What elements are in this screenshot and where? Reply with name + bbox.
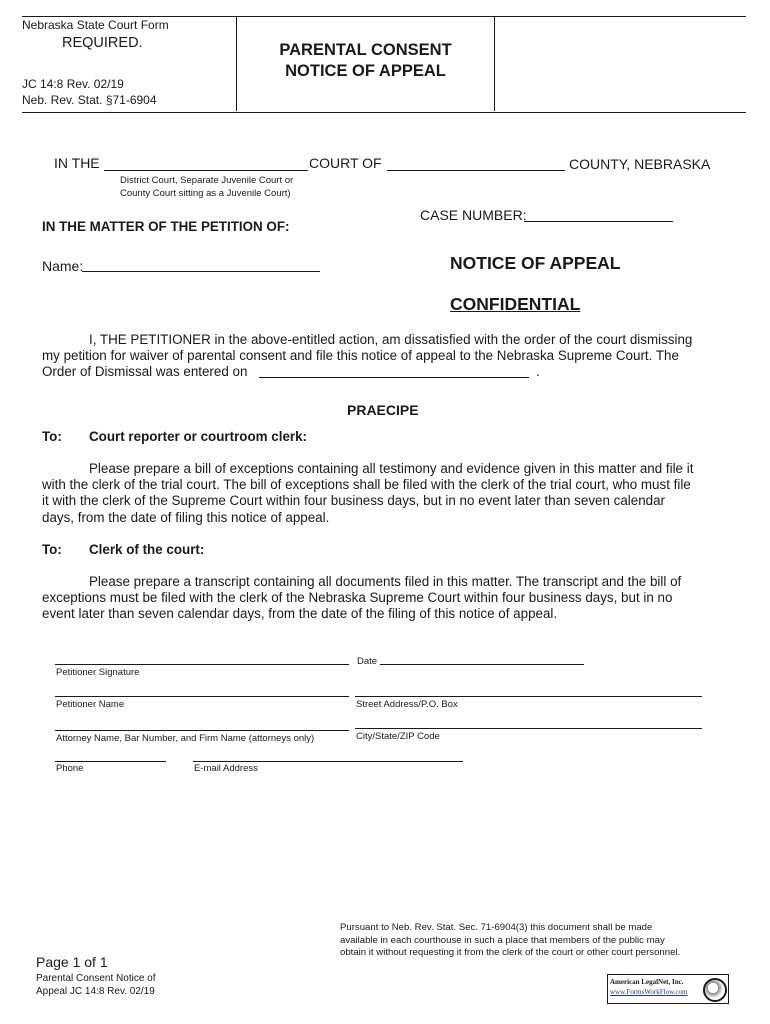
dismissal-date-field[interactable]	[259, 377, 529, 378]
court-type-field[interactable]	[104, 170, 308, 171]
to-court-reporter: Court reporter or courtroom clerk:	[89, 429, 308, 444]
county-field[interactable]	[387, 170, 565, 171]
statute-reference: Neb. Rev. Stat. §71-6904	[22, 93, 157, 107]
praecipe-p1-line4: days, from the date of filing this notice of appeal.	[42, 510, 330, 525]
date-label: Date	[357, 656, 378, 667]
confidential-heading: CONFIDENTIAL	[450, 294, 581, 314]
email-label: E-mail Address	[194, 763, 258, 774]
in-the-label: IN THE	[54, 155, 100, 171]
form-code: JC 14:8 Rev. 02/19	[22, 77, 124, 91]
intro-end: .	[536, 364, 540, 379]
case-number-field[interactable]	[524, 221, 673, 222]
page-number: Page 1 of 1	[36, 954, 108, 970]
petitioner-signature-label: Petitioner Signature	[56, 667, 140, 678]
street-address-label: Street Address/P.O. Box	[356, 699, 458, 710]
city-state-zip-field[interactable]	[355, 728, 702, 729]
court-type-note: District Court, Separate Juvenile Court or County Court sitting as a Juvenile Court)	[120, 175, 294, 199]
praecipe-p1-line2: with the clerk of the trial court. The bill of exceptions shall be filed with the clerk of the trial court, who must file	[42, 477, 691, 492]
intro-line3: Order of Dismissal was entered on	[42, 364, 248, 379]
form-title-line2: NOTICE OF APPEAL	[285, 62, 446, 80]
form-source: Nebraska State Court Form	[22, 18, 169, 32]
intro-line1: I, THE PETITIONER in the above-entitled action, am dissatisfied with the order of the court dismissing	[89, 332, 693, 347]
header-divider-right	[494, 16, 495, 111]
attorney-field[interactable]	[55, 730, 349, 731]
matter-label: IN THE MATTER OF THE PETITION OF:	[42, 219, 290, 234]
publisher-logo-icon	[703, 978, 727, 1002]
email-field[interactable]	[193, 761, 463, 762]
public-availability-note: Pursuant to Neb. Rev. Stat. Sec. 71-6904(3) this document shall be made available in each courthouse in such a place that members of the public may obtain it without requesting it from the clerk of the court or other court personnel.	[340, 922, 681, 958]
publisher-name: American LegalNet, Inc.	[610, 978, 684, 986]
petitioner-name-label: Petitioner Name	[56, 699, 125, 710]
to-clerk: Clerk of the court:	[89, 542, 205, 557]
form-name-footer: Parental Consent Notice of Appeal JC 14:8 Rev. 02/19	[36, 973, 156, 997]
name-label: Name:	[42, 258, 84, 274]
praecipe-p2-line2: exceptions must be filed with the clerk of the Nebraska Supreme Court within four business days, but in no	[42, 590, 673, 605]
form-title	[237, 40, 494, 82]
to-label-1: To:	[42, 429, 62, 444]
praecipe-p1-line3: it with the clerk of the Supreme Court within four business days, but in no event later than seven calendar	[42, 493, 666, 508]
publisher-url[interactable]: www.FormsWorkFlow.com	[610, 988, 688, 996]
name-field[interactable]	[82, 271, 320, 272]
notice-heading: NOTICE OF APPEAL	[450, 253, 621, 273]
attorney-label: Attorney Name, Bar Number, and Firm Name (attorneys only)	[56, 733, 315, 744]
county-nebraska-label: COUNTY, NEBRASKA	[569, 156, 711, 172]
date-field[interactable]	[380, 664, 584, 665]
praecipe-p2-line3: event later than seven calendar days, from the date of the filing of this notice of appeal.	[42, 606, 558, 621]
praecipe-p1-line1: Please prepare a bill of exceptions containing all testimony and evidence given in this matter and file it	[89, 461, 694, 476]
court-of-label: COURT OF	[309, 155, 382, 171]
case-number-label: CASE NUMBER:	[420, 207, 527, 223]
to-label-2: To:	[42, 542, 62, 557]
phone-field[interactable]	[55, 761, 166, 762]
petitioner-name-field[interactable]	[55, 696, 349, 697]
phone-label: Phone	[56, 763, 84, 774]
intro-line2: my petition for waiver of parental consent and file this notice of appeal to the Nebraska Supreme Court. The	[42, 348, 679, 363]
city-state-zip-label: City/State/ZIP Code	[356, 731, 440, 742]
street-address-field[interactable]	[355, 696, 702, 697]
petitioner-signature-field[interactable]	[55, 664, 349, 665]
form-title-line1: PARENTAL CONSENT	[279, 41, 452, 59]
praecipe-p2-line1: Please prepare a transcript containing all documents filed in this matter. The transcript and the bill of	[89, 574, 682, 589]
praecipe-heading: PRAECIPE	[347, 402, 419, 418]
required-label: REQUIRED.	[62, 35, 143, 51]
